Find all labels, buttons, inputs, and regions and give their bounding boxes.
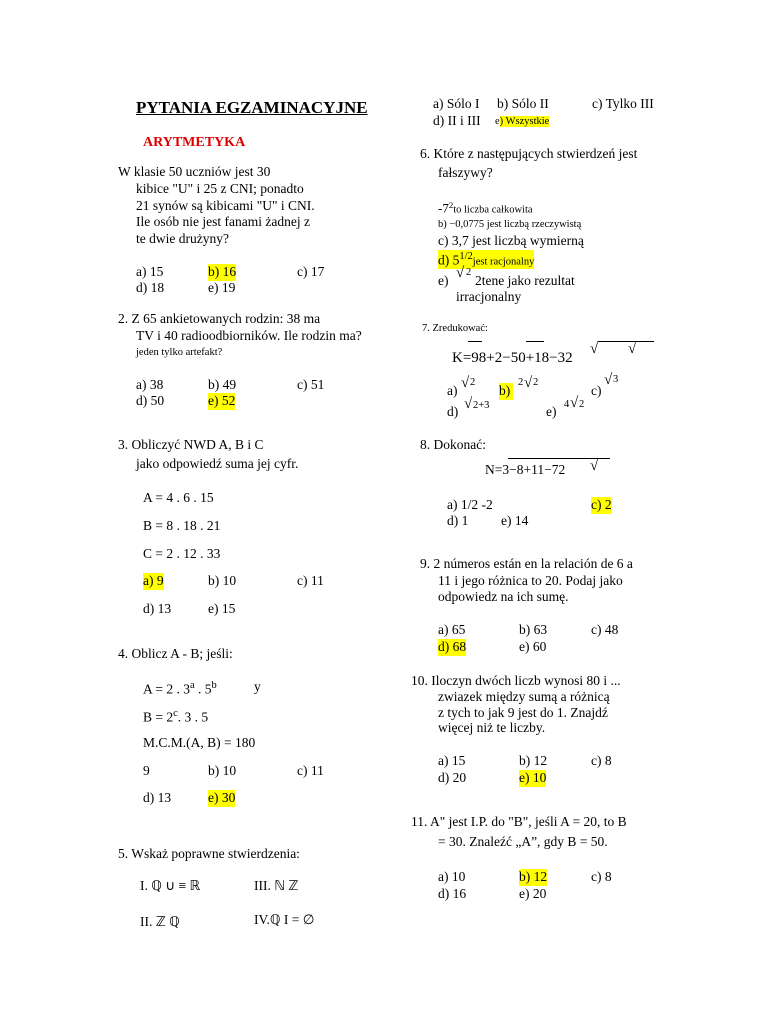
question-text: 11. A" jest I.P. do "B", jeśli A = 20, to B <box>411 814 627 829</box>
answer-option: c) 8 <box>591 753 612 768</box>
answer-option-highlighted: e) Wszystkie <box>495 116 550 127</box>
question-text: te dwie drużyny? <box>136 231 229 246</box>
question-note: jeden tylko artefakt? <box>136 347 223 358</box>
question-text: 5. Wskaż poprawne stwierdzenia: <box>118 846 300 861</box>
radical-sign: √ <box>524 375 533 391</box>
math-expression: N=3−8+11−72 <box>485 462 566 477</box>
answer-option: c) 17 <box>297 264 325 279</box>
radicand: 4 <box>564 399 570 410</box>
radical-sign: √ <box>590 458 599 474</box>
question-text: 11 i jego różnica to 20. Podaj jako <box>438 573 623 588</box>
radical-sign: √ <box>570 395 579 411</box>
radicand: 2 <box>470 377 476 388</box>
question-text: 2. Z 65 ankietowanych rodzin: 38 ma <box>118 311 321 326</box>
answer-option-highlighted: b) 16 <box>208 264 237 279</box>
answer-option: c) 48 <box>591 622 619 637</box>
question-text: Ile osób nie jest fanami żadnej z <box>136 214 310 229</box>
math-expression: K=98+2−50+18−32 <box>452 350 573 366</box>
answer-option: 9 <box>143 763 150 778</box>
answer-option: b) 12 <box>519 753 548 768</box>
statement: III. ℕ ℤ <box>254 878 299 893</box>
question-text: 21 synów są kibicami "U" i CNI. <box>136 198 315 213</box>
question-text: odpowiedz na ich sumę. <box>438 589 569 604</box>
answer-option: c) 11 <box>297 573 324 588</box>
radical-sign: √ <box>628 341 637 357</box>
question-text: = 30. Znaleźć „A”, gdy B = 50. <box>438 834 608 849</box>
answer-option: d) 13 <box>143 601 172 616</box>
question-text: z tych to jak 9 jest do 1. Znajdź <box>438 705 608 720</box>
answer-option: a) 15 <box>136 264 164 279</box>
answer-option: a) 1/2 -2 <box>447 497 493 512</box>
question-text: W klasie 50 uczniów jest 30 <box>118 164 271 179</box>
answer-option: b) 49 <box>208 377 237 392</box>
math-line: y <box>254 679 261 694</box>
radicand: 2 <box>579 399 585 410</box>
question-text: 9. 2 números están en la relación de 6 a <box>420 556 633 571</box>
section-heading: ARYTMETYKA <box>143 135 246 150</box>
answer-option: e) 15 <box>208 601 236 616</box>
radical-sign: √ <box>456 265 465 281</box>
radicand: 3 <box>613 374 619 385</box>
answer-option: a) Sólo I <box>433 96 480 111</box>
answer-option: d) II i III <box>433 113 481 128</box>
radical-bar <box>468 341 482 342</box>
answer-option-highlighted: b) 12 <box>519 869 548 884</box>
answer-option: a) 65 <box>438 622 466 637</box>
answer-option-highlighted: e) 30 <box>208 790 236 805</box>
answer-option: c) 3,7 jest liczbą wymierną <box>438 233 584 248</box>
statement: I. ℚ ∪ ≡ ℝ <box>140 878 201 893</box>
answer-option: d) 1 <box>447 513 469 528</box>
answer-option: e) 20 <box>519 886 547 901</box>
math-line: A = 4 . 6 . 15 <box>143 490 214 505</box>
math-line: M.C.M.(A, B) = 180 <box>143 735 256 750</box>
question-text: 4. Oblicz A - B; jeśli: <box>118 646 233 661</box>
math-line: A = 2 . 3$^a$ . 5$^b$ <box>143 680 217 697</box>
question-text: 3. Obliczyć NWD A, B i C <box>118 437 264 452</box>
question-text: zwiazek między sumą a różnicą <box>438 689 610 704</box>
math-line: B = 8 . 18 . 21 <box>143 518 221 533</box>
answer-option: d) <box>447 404 459 419</box>
answer-option: d) 50 <box>136 393 165 408</box>
answer-option: b) 10 <box>208 573 237 588</box>
answer-option: a) <box>447 383 458 398</box>
answer-option: a) 38 <box>136 377 164 392</box>
answer-option: c) Tylko III <box>592 96 654 111</box>
answer-option: c) 51 <box>297 377 325 392</box>
radicand: 2 <box>518 377 524 388</box>
answer-option: b) −0,0775 jest liczbą rzeczywistą <box>438 219 582 230</box>
radicand: 2+3 <box>473 400 490 411</box>
question-text: więcej niż te liczby. <box>438 720 546 735</box>
answer-option-highlighted: d) $5^{1/2}jest$ racjonalny <box>438 251 535 268</box>
radical-sign: √ <box>590 341 599 357</box>
answer-option: d) 18 <box>136 280 165 295</box>
answer-option: c) 8 <box>591 869 612 884</box>
answer-option: b) 63 <box>519 622 548 637</box>
answer-option: e) 19 <box>208 280 236 295</box>
answer-option-highlighted: b) <box>499 383 513 400</box>
answer-option: b) 10 <box>208 763 237 778</box>
answer-option-highlighted: e) 52 <box>208 393 236 408</box>
answer-option: e) 60 <box>519 639 547 654</box>
answer-option: irracjonalny <box>456 289 522 304</box>
answer-option: a) 10 <box>438 869 466 884</box>
answer-option: c) 11 <box>297 763 324 778</box>
question-text: jako odpowiedź suma jej cyfr. <box>136 456 299 471</box>
answer-option: b) Sólo II <box>497 96 549 111</box>
radical-sign: √ <box>461 375 470 391</box>
radical-bar <box>598 341 654 342</box>
math-line: $B = 2^c$. 3 . 5 <box>143 708 209 725</box>
answer-option: $-7^2to$ liczba całkowita <box>438 200 533 216</box>
answer-option-highlighted: e) 10 <box>519 770 547 785</box>
answer-option: e) 14 <box>501 513 529 528</box>
answer-option-highlighted: c) 2 <box>591 497 612 512</box>
answer-option: d) 13 <box>143 790 172 805</box>
answer-option: e) <box>438 273 449 288</box>
radical-bar <box>526 341 544 342</box>
answer-option: d) 20 <box>438 770 467 785</box>
question-text: 6. Które z następujących stwierdzeń jest <box>420 146 638 161</box>
question-text: fałszywy? <box>438 165 493 180</box>
answer-option: a) 15 <box>438 753 466 768</box>
answer-option: c) <box>591 383 602 398</box>
question-text: TV i 40 radioodbiorników. Ile rodzin ma? <box>136 328 362 343</box>
question-text: 8. Dokonać: <box>420 437 486 452</box>
math-line: C = 2 . 12 . 33 <box>143 546 221 561</box>
question-text: kibice "U" i 25 z CNI; ponadto <box>136 181 304 196</box>
statement: II. ℤ ℚ <box>140 914 180 929</box>
page-title: PYTANIA EGZAMINACYJNE <box>136 98 368 117</box>
question-text: 10. Iloczyn dwóch liczb wynosi 80 i ... <box>411 673 621 688</box>
answer-option: e) <box>546 404 557 419</box>
radicand: 2 <box>533 377 539 388</box>
radical-sign: √ <box>464 396 473 412</box>
answer-option-highlighted: d) 68 <box>438 639 467 654</box>
question-text: 7. Zredukować: <box>422 323 488 334</box>
radicand: 2 <box>466 267 472 278</box>
answer-option-highlighted: a) 9 <box>143 573 164 588</box>
radical-sign: √ <box>604 372 613 388</box>
answer-option: d) 16 <box>438 886 467 901</box>
answer-option: 2tene jako rezultat <box>475 273 575 288</box>
statement: IV.ℚ I = ∅ <box>254 912 315 927</box>
